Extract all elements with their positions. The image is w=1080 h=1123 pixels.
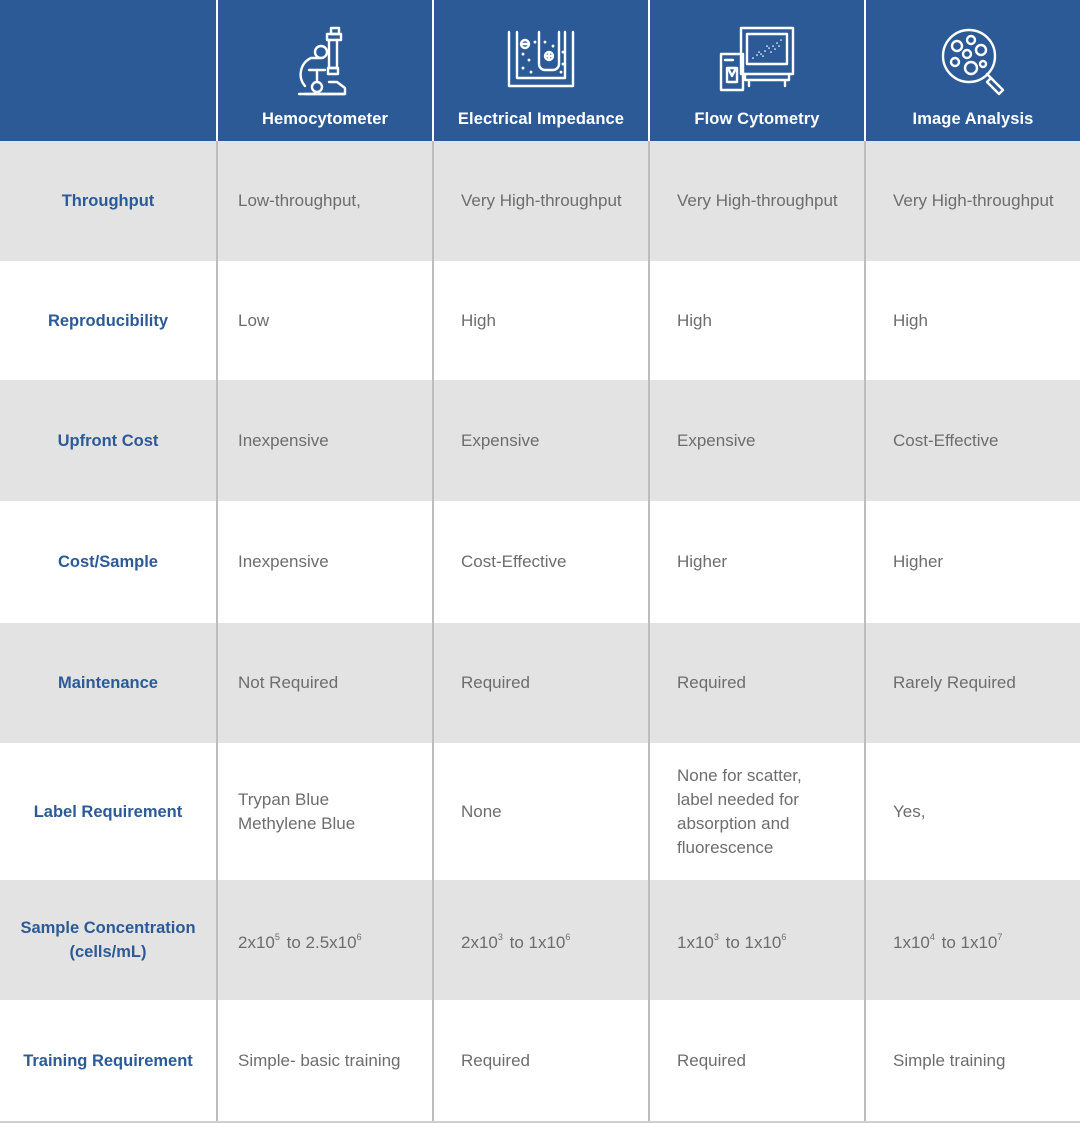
cell-value: Required	[677, 1050, 746, 1070]
table-row	[0, 743, 1080, 880]
table-row	[0, 501, 1080, 623]
value-cell	[648, 261, 864, 380]
cell-value: Required	[461, 673, 530, 692]
value-cell	[648, 501, 864, 623]
cell-value: Trypan Blue Methylene Blue	[238, 789, 356, 833]
header-electrical-impedance	[432, 0, 648, 141]
cell-value: Inexpensive	[238, 552, 329, 571]
row-label-upfront-cost: Upfront Cost	[57, 431, 159, 450]
exponent: 6	[781, 932, 787, 942]
mantissa: 1x10	[893, 933, 930, 952]
mantissa: to 1x10	[936, 933, 998, 952]
value-cell	[432, 261, 648, 380]
value-cell	[216, 880, 432, 1000]
cell-value: Expensive	[677, 430, 756, 450]
row-label-cell	[0, 380, 216, 501]
exponent: 7	[997, 932, 1003, 942]
mantissa: 2x10	[461, 933, 498, 952]
cell-value: Low-throughput,	[238, 191, 361, 210]
value-cell	[864, 1000, 1080, 1121]
exponent: 3	[497, 932, 503, 942]
cell-magnifier-icon	[933, 24, 1013, 100]
header-flow-cytometry	[648, 0, 864, 141]
mantissa: 2x10	[238, 933, 275, 952]
row-label-training-requirement: Training Requirement	[23, 1051, 193, 1070]
value-cell	[648, 380, 864, 501]
value-cell	[216, 261, 432, 380]
cell-value: Simple- basic training	[238, 1050, 401, 1070]
mantissa: to 1x10	[720, 933, 782, 952]
value-cell	[216, 623, 432, 743]
microscope-icon	[285, 24, 365, 100]
cell-value: Inexpensive	[238, 430, 329, 450]
row-label-cell	[0, 623, 216, 743]
value-cell	[432, 501, 648, 623]
row-label-maintenance: Maintenance	[58, 674, 158, 692]
value-cell	[432, 1000, 648, 1121]
cell-value: Cost-Effective	[893, 430, 999, 450]
cell-value: High	[461, 310, 496, 330]
cell-value: High	[677, 310, 712, 330]
cell-value: Simple training	[893, 1050, 1006, 1070]
cell-value: Very High-throughput	[677, 191, 838, 210]
value-cell	[864, 743, 1080, 880]
exponent: 6	[565, 932, 571, 942]
value-cell	[864, 880, 1080, 1000]
cell-value: Higher	[677, 552, 728, 571]
mantissa: to 1x10	[504, 933, 566, 952]
value-cell	[648, 623, 864, 743]
value-cell	[432, 623, 648, 743]
cell-value: Very High-throughput	[461, 191, 622, 210]
value-cell	[432, 141, 648, 261]
value-cell	[216, 380, 432, 501]
value-cell	[216, 141, 432, 261]
header-row	[0, 0, 1080, 141]
row-label-cell	[0, 1000, 216, 1121]
value-cell	[216, 501, 432, 623]
column-title: Hemocytometer	[261, 110, 388, 128]
column-title: Image Analysis	[912, 110, 1034, 128]
value-cell	[648, 743, 864, 880]
flow-cytometer-icon	[717, 24, 797, 100]
table-row	[0, 141, 1080, 261]
cell-value: Not Required	[238, 673, 339, 692]
table-row	[0, 261, 1080, 382]
mantissa: to 2.5x10	[281, 933, 357, 952]
value-cell	[216, 743, 432, 880]
mantissa: 1x10	[677, 933, 714, 952]
row-label-label-requirement: Label Requirement	[33, 802, 183, 821]
row-label-sample-concentration-cells-ml: Sample Concentration (cells/mL)	[20, 919, 196, 961]
value-cell	[864, 501, 1080, 623]
row-label-throughput: Throughput	[61, 192, 155, 210]
column-title: Flow Cytometry	[694, 110, 820, 128]
value-cell	[864, 380, 1080, 501]
cell-value: None	[461, 801, 502, 821]
table-row	[0, 880, 1080, 1000]
cell-value: Required	[677, 673, 746, 692]
cell-value: Low	[238, 310, 270, 330]
cell-value	[218, 925, 372, 955]
value-cell	[648, 1000, 864, 1121]
cell-value: High	[893, 310, 928, 330]
cell-value: Required	[461, 1050, 530, 1070]
header-hemocytometer	[216, 0, 432, 141]
cell-value: Rarely Required	[893, 673, 1016, 692]
row-label-cell	[0, 501, 216, 623]
exponent: 5	[274, 932, 280, 942]
cell-value: Yes,	[893, 801, 926, 821]
cell-value	[434, 925, 580, 955]
cell-value	[866, 925, 1012, 955]
exponent: 6	[356, 932, 362, 942]
value-cell	[432, 380, 648, 501]
row-label-reproducibility: Reproducibility	[47, 311, 169, 330]
cell-value: Expensive	[461, 430, 540, 450]
exponent: 3	[713, 932, 719, 942]
row-label-cell	[0, 261, 216, 380]
value-cell	[648, 880, 864, 1000]
cell-value: None for scatter, label needed for absorption and fluorescence	[677, 765, 802, 857]
header-corner	[0, 0, 216, 141]
table-row	[0, 380, 1080, 501]
cell-value: Higher	[893, 552, 944, 571]
row-label-cell	[0, 141, 216, 261]
value-cell	[864, 261, 1080, 380]
table-row	[0, 1000, 1080, 1123]
column-title: Electrical Impedance	[457, 110, 625, 128]
value-cell	[864, 141, 1080, 261]
table-row	[0, 623, 1080, 743]
value-cell	[648, 141, 864, 261]
cell-value: Cost-Effective	[461, 552, 567, 571]
row-label-cost-sample: Cost/Sample	[58, 553, 158, 571]
value-cell	[432, 880, 648, 1000]
header-image-analysis	[864, 0, 1080, 141]
cell-value: Very High-throughput	[893, 191, 1054, 210]
value-cell	[216, 1000, 432, 1121]
value-cell	[432, 743, 648, 880]
impedance-beaker-icon	[501, 24, 581, 100]
exponent: 4	[929, 932, 935, 942]
cell-value	[650, 925, 796, 955]
value-cell	[864, 623, 1080, 743]
row-label-cell	[0, 743, 216, 880]
row-label-cell	[0, 880, 216, 1000]
